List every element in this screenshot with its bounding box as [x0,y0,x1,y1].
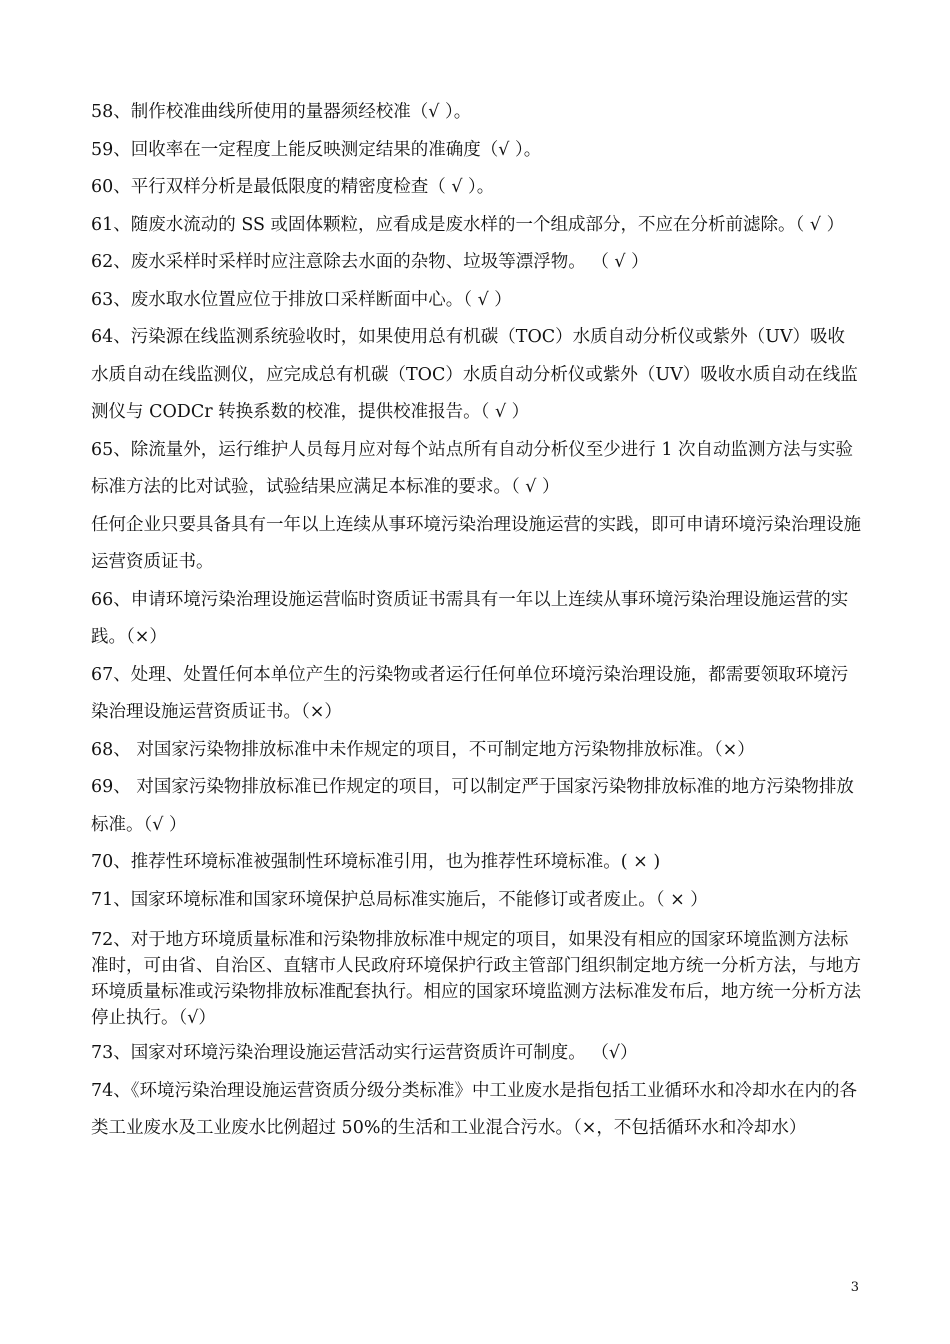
item-72: 72、对于地方环境质量标准和污染物排放标准中规定的项目，如果没有相应的国家环境监测方法标准时，可由省、自治区、直辖市人民政府环境保护行政主管部门组织制定地方统一分析方法，与地方环境质量标准或污染物排放标准配套执行。相应的国家环境监测方法标准发布后，地方统一分析方法停止执行。（√） [91,930,861,1028]
item-69: 69、 对国家污染物排放标准已作规定的项目，可以制定严于国家污染物排放标准的地方污染物排放标准。（√ ） [91,777,854,835]
item-65: 65、除流量外，运行维护人员每月应对每个站点所有自动分析仪至少进行 1 次自动监测方法与实验标准方法的比对试验，试验结果应满足本标准的要求。（ √ ） [91,439,854,497]
item-62: 62、废水采样时采样时应注意除去水面的杂物、垃圾等漂浮物。 （ √ ） [91,252,649,272]
item-63: 63、废水取水位置应位于排放口采样断面中心。（ √ ） [91,289,512,310]
question-list [91,94,861,1148]
item-68: 68、 对国家污染物排放标准中未作规定的项目，不可制定地方污染物排放标准。（×） [91,739,755,760]
item-unnumbered: 任何企业只要具备具有一年以上连续从事环境污染治理设施运营的实践，即可申请环境污染治理设施运营资质证书。 [91,514,861,572]
item-61: 61、随废水流动的 SS 或固体颗粒，应看成是废水样的一个组成部分，不应在分析前滤除。（ √ ） [91,214,845,235]
item-66: 66、申请环境污染治理设施运营临时资质证书需具有一年以上连续从事环境污染治理设施运营的实践。（×） [91,589,849,647]
item-59: 59、回收率在一定程度上能反映测定结果的准确度（√ ）。 [91,139,542,160]
page-number: 3 [850,1280,859,1295]
item-71: 71、国家环境标准和国家环境保护总局标准实施后，不能修订或者废止。（ × ） [91,889,708,910]
item-73: 73、国家对环境污染治理设施运营活动实行运营资质许可制度。 （√） [91,1043,638,1063]
item-60: 60、平行双样分析是最低限度的精密度检查（ √ ）。 [91,177,495,197]
item-58: 58、制作校准曲线所使用的量器须经校准（√ ）。 [91,102,472,122]
item-70: 70、推荐性环境标准被强制性环境标准引用，也为推荐性环境标准。( × ) [91,852,661,872]
item-74: 74、《环境污染治理设施运营资质分级分类标准》中工业废水是指包括工业循环水和冷却水在内的各类工业废水及工业废水比例超过 50%的生活和工业混合污水。（×，不包括循环水和冷却水） [91,1080,858,1138]
item-67: 67、处理、处置任何本单位产生的污染物或者运行任何单位环境污染治理设施，都需要领取环境污染治理设施运营资质证书。（×） [91,664,849,722]
item-64: 64、污染源在线监测系统验收时，如果使用总有机碳（TOC）水质自动分析仪或紫外（UV）吸收水质自动在线监测仪，应完成总有机碳（TOC）水质自动分析仪或紫外（UV）吸收水质自动在线监测仪与 CODCr 转换系数的校准，提供校准报告。（ √ ） [91,327,858,422]
